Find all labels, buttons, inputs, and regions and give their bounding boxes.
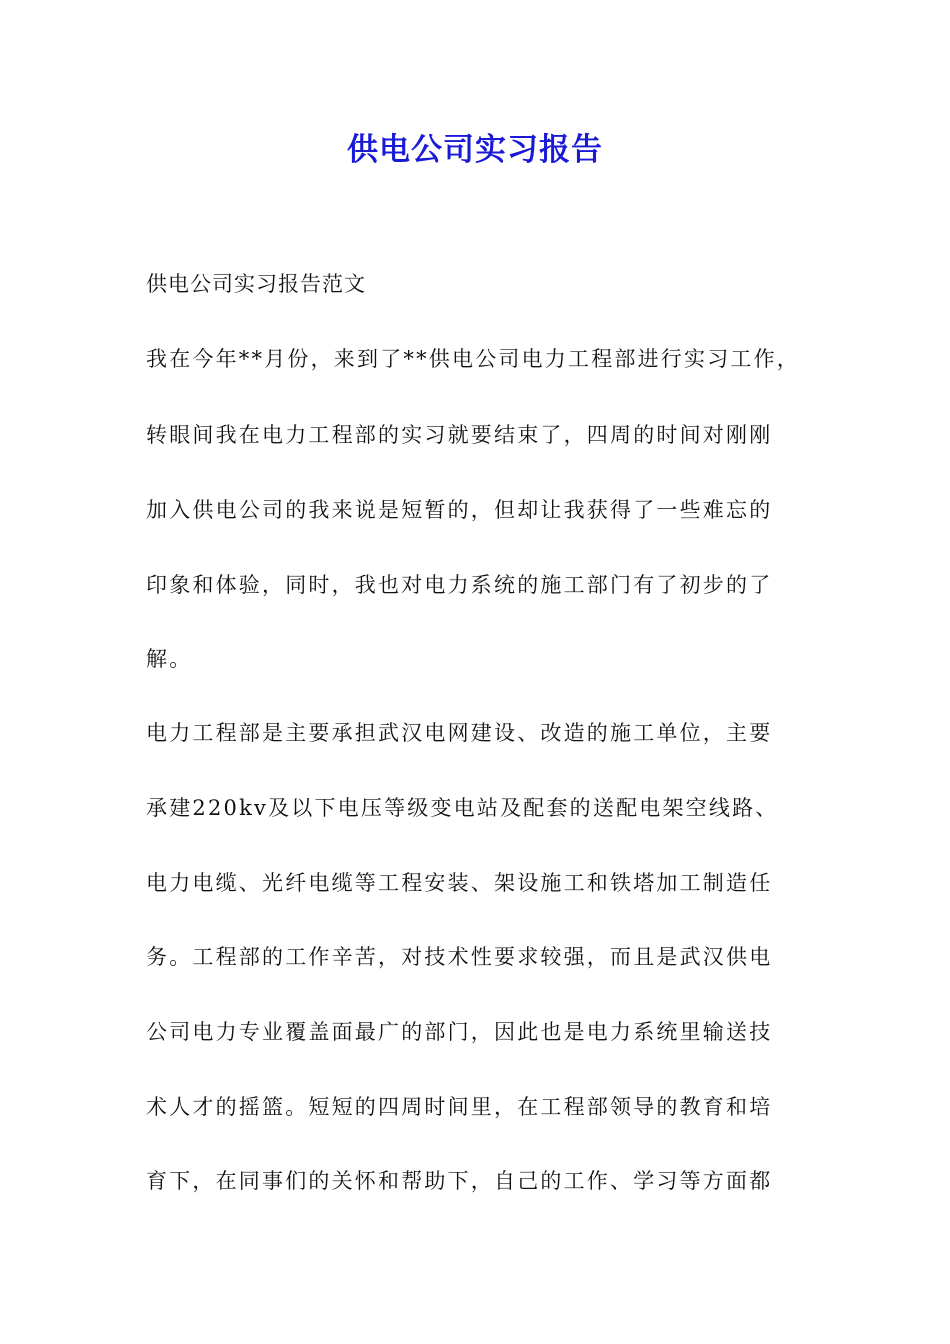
paragraph-line: 承建220kv及以下电压等级变电站及配套的送配电架空线路、 xyxy=(146,796,779,820)
paragraph-line: 电力工程部是主要承担武汉电网建设、改造的施工单位，主要 xyxy=(146,721,773,745)
paragraph-line: 我在今年**月份，来到了**供电公司电力工程部进行实习工作， xyxy=(146,347,800,371)
paragraph-line: 术人才的摇篮。短短的四周时间里，在工程部领导的教育和培 xyxy=(146,1095,773,1119)
paragraph-line: 公司电力专业覆盖面最广的部门，因此也是电力系统里输送技 xyxy=(146,1020,773,1044)
paragraph-line: 电力电缆、光纤电缆等工程安装、架设施工和铁塔加工制造任 xyxy=(146,871,773,895)
paragraph-line: 务。工程部的工作辛苦，对技术性要求较强，而且是武汉供电 xyxy=(146,945,773,969)
paragraph-line: 解。 xyxy=(146,647,193,671)
paragraph-line: 育下，在同事们的关怀和帮助下，自己的工作、学习等方面都 xyxy=(146,1169,773,1193)
paragraph-line: 转眼间我在电力工程部的实习就要结束了，四周的时间对刚刚 xyxy=(146,423,773,447)
document-subtitle: 供电公司实习报告范文 xyxy=(146,272,366,296)
document-title: 供电公司实习报告 xyxy=(347,132,603,168)
paragraph-line: 加入供电公司的我来说是短暂的，但却让我获得了一些难忘的 xyxy=(146,498,773,522)
paragraph-line: 印象和体验，同时，我也对电力系统的施工部门有了初步的了 xyxy=(146,573,773,597)
